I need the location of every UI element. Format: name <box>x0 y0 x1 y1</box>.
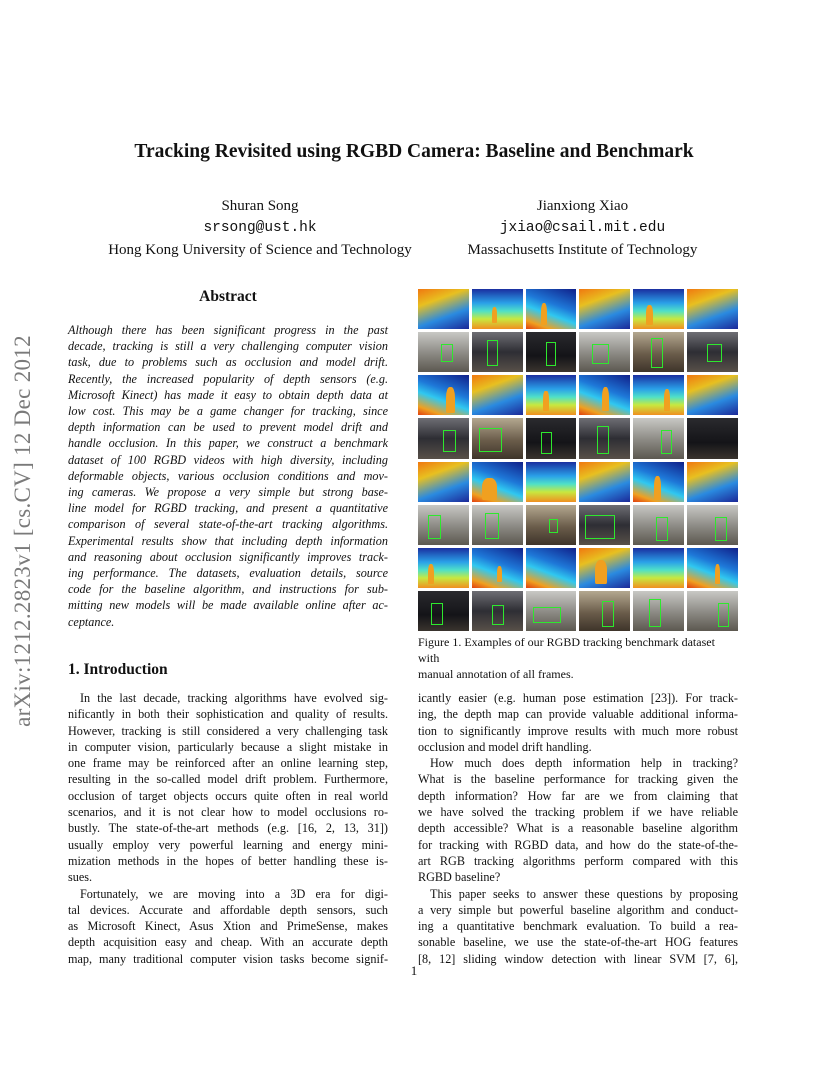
rgb-frame <box>472 418 523 458</box>
abstract-line: ing performance. The datasets, evaluation details, source <box>68 566 388 581</box>
abstract-line: comparison of several state-of-the-art tracking algorithms. <box>68 517 388 532</box>
body-line: bustly. The state-of-the-art methods (e.g. [16, 2, 13, 31]) <box>68 821 388 836</box>
abstract-line: task, due to problems such as occlusion and model drift. <box>68 355 388 370</box>
body-line: we have solved the tracking problem if we have reliable <box>418 805 738 820</box>
abstract-heading: Abstract <box>199 288 257 305</box>
abstract-line: mitting new models will be made available online after ac- <box>68 598 388 613</box>
depth-frame <box>633 548 684 588</box>
depth-frame <box>579 375 630 415</box>
body-line: art RGB tracking algorithms perform compared with this <box>418 853 738 868</box>
abstract-line: Recently, the increased popularity of depth sensors (e.g. <box>68 371 388 386</box>
body-line: What is the baseline performance for tracking given the <box>418 772 738 787</box>
body-line: ing, the depth map can provide valuable additional informa- <box>418 707 738 722</box>
rgb-frame <box>579 591 630 631</box>
depth-frame <box>526 462 577 502</box>
rgb-frame <box>526 418 577 458</box>
rgb-frame <box>633 591 684 631</box>
rgb-frame <box>418 505 469 545</box>
abstract-line: Although there has been significant progress in the past <box>68 323 388 337</box>
abstract-line: handle occlusion. In this paper, we construct a benchmark <box>68 436 388 451</box>
rgb-frame <box>633 418 684 458</box>
depth-frame <box>472 462 523 502</box>
body-line: usually employ very powerful learning and energy mini- <box>68 837 388 852</box>
depth-frame <box>418 462 469 502</box>
body-line: as Microsoft Kinect, Asus Xtion and PrimeSense, makes <box>68 919 388 934</box>
rgb-frame <box>472 505 523 545</box>
depth-frame <box>579 462 630 502</box>
body-line: sues. <box>68 870 93 885</box>
section-heading-introduction: 1. Introduction <box>68 661 168 678</box>
body-line: one frame may be reinforced after an online learning step, <box>68 756 388 771</box>
depth-frame <box>526 375 577 415</box>
author-block-2 <box>440 195 725 261</box>
abstract-line: decade, tracking is still a very challenging computer vision <box>68 339 388 354</box>
body-line: occlusion and model drift handling. <box>418 739 592 754</box>
body-line: scenarios, and it is not clear how to model occlusions ro- <box>68 805 388 820</box>
body-line: nificantly in both their sophistication and quality of results. <box>68 707 388 722</box>
rgb-frame <box>633 505 684 545</box>
author-affiliation: Massachusetts Institute of Technology <box>467 242 698 258</box>
abstract-line: deformable objects, various occlusion conditions and mov- <box>68 468 388 483</box>
introduction-left-column <box>68 690 388 967</box>
depth-frame <box>579 289 630 329</box>
abstract-line: depth information can be used to prevent model drift and <box>68 420 388 435</box>
abstract-line: line model for RGBD tracking, and present a quantitative <box>68 501 388 516</box>
author-affiliation: Hong Kong University of Science and Technology <box>108 242 412 258</box>
body-line: for tracking with RGBD data, and how do the state-of-the- <box>418 837 738 852</box>
depth-frame <box>526 289 577 329</box>
body-line: in computer vision, particularly because a slight mistake in <box>68 739 388 754</box>
rgb-frame <box>579 332 630 372</box>
page-number: 1 <box>410 963 418 978</box>
rgb-frame <box>687 591 738 631</box>
body-line: depth information? How far are we from claiming that <box>418 788 738 803</box>
rgb-frame <box>526 505 577 545</box>
depth-frame <box>633 462 684 502</box>
body-line: depth accessible? What is a reasonable baseline algorithm <box>418 821 738 836</box>
rgb-frame <box>579 505 630 545</box>
introduction-right-column <box>418 690 738 967</box>
body-line: tal devices. Accurate and affordable depth sensors, such <box>68 902 388 917</box>
author-block-1 <box>85 195 435 261</box>
depth-frame <box>687 548 738 588</box>
author-email[interactable]: jxiao@csail.mit.edu <box>499 220 666 236</box>
body-line: In the last decade, tracking algorithms have evolved sig- <box>80 691 388 705</box>
abstract-line: low cost. This may be a game changer for tracking, since <box>68 404 388 419</box>
caption-line: Figure 1. Examples of our RGBD tracking benchmark dataset with <box>418 635 715 665</box>
author-name: Jianxiong Xiao <box>536 198 629 214</box>
abstract-line: Microsoft Kinect) has made it easy to obtain depth data at <box>68 387 388 402</box>
depth-frame <box>579 548 630 588</box>
rgb-frame <box>687 505 738 545</box>
depth-frame <box>472 548 523 588</box>
depth-frame <box>526 548 577 588</box>
abstract-body <box>68 322 388 630</box>
depth-frame <box>633 375 684 415</box>
body-line: resulting in the so-called model drift problem. Furthermore, <box>68 772 388 787</box>
rgb-frame <box>526 332 577 372</box>
rgb-frame <box>472 591 523 631</box>
rgb-frame <box>472 332 523 372</box>
body-line: [8, 12] sliding window detection with linear SVM [7, 6], <box>418 951 738 966</box>
depth-frame <box>472 375 523 415</box>
depth-frame <box>633 289 684 329</box>
body-line: This paper seeks to answer these questions by proposing <box>430 886 738 901</box>
rgb-frame <box>633 332 684 372</box>
body-line: map, many traditional computer vision tasks become signif- <box>68 951 388 966</box>
body-line: tion to significantly improve results with much more robust <box>418 723 738 738</box>
rgb-frame <box>418 591 469 631</box>
body-line: How much does depth information help in tracking? <box>430 756 738 771</box>
abstract-line: code for the baseline algorithm, and instructions for sub- <box>68 582 388 597</box>
rgb-frame <box>579 418 630 458</box>
body-line: RGBD baseline? <box>418 870 501 885</box>
figure-1-image-grid <box>418 289 738 631</box>
body-line: depth acquisition easy and cheap. With an accurate depth <box>68 935 388 950</box>
abstract-line: and reasoning about occlusion significantly improves track- <box>68 549 388 564</box>
rgb-frame <box>526 591 577 631</box>
depth-frame <box>687 289 738 329</box>
body-line: Fortunately, we are moving into a 3D era for digi- <box>80 886 388 901</box>
body-line: icantly easier (e.g. human pose estimation [23]). For track- <box>418 691 738 705</box>
abstract-line: dataset of 100 RGBD videos with high diversity, including <box>68 452 388 467</box>
rgb-frame <box>687 332 738 372</box>
depth-frame <box>687 462 738 502</box>
rgb-frame <box>687 418 738 458</box>
arxiv-stamp: arXiv:1212.2823v1 [cs.CV] 12 Dec 2012 <box>10 335 35 727</box>
depth-frame <box>472 289 523 329</box>
depth-frame <box>418 375 469 415</box>
depth-frame <box>687 375 738 415</box>
rgb-frame <box>418 332 469 372</box>
depth-frame <box>418 548 469 588</box>
paper-title: Tracking Revisited using RGBD Camera: Baseline and Benchmark <box>134 141 694 162</box>
author-name: Shuran Song <box>221 198 299 214</box>
body-line: occlusion of target objects occurs quite often in real world <box>68 788 388 803</box>
abstract-line: ing cameras. We propose a very simple but strong base- <box>68 485 388 500</box>
body-line: However, tracking is still considered a very challenging task <box>68 723 388 738</box>
caption-line: manual annotation of all frames. <box>418 667 574 681</box>
author-email[interactable]: srsong@ust.hk <box>203 220 317 236</box>
body-line: ing a quantitative benchmark evaluation. To build a rea- <box>418 919 738 934</box>
body-line: sonable baseline, we use the state-of-the-art HOG features <box>418 935 738 950</box>
body-line: mization methods in the hopes of better handling these is- <box>68 853 388 868</box>
body-line: a very simple but powerful baseline algorithm and conduct- <box>418 902 738 917</box>
rgb-frame <box>418 418 469 458</box>
depth-frame <box>418 289 469 329</box>
abstract-line: ceptance. <box>68 614 115 629</box>
figure-1-caption <box>418 634 738 682</box>
abstract-line: Experimental results show that including depth information <box>68 533 388 548</box>
